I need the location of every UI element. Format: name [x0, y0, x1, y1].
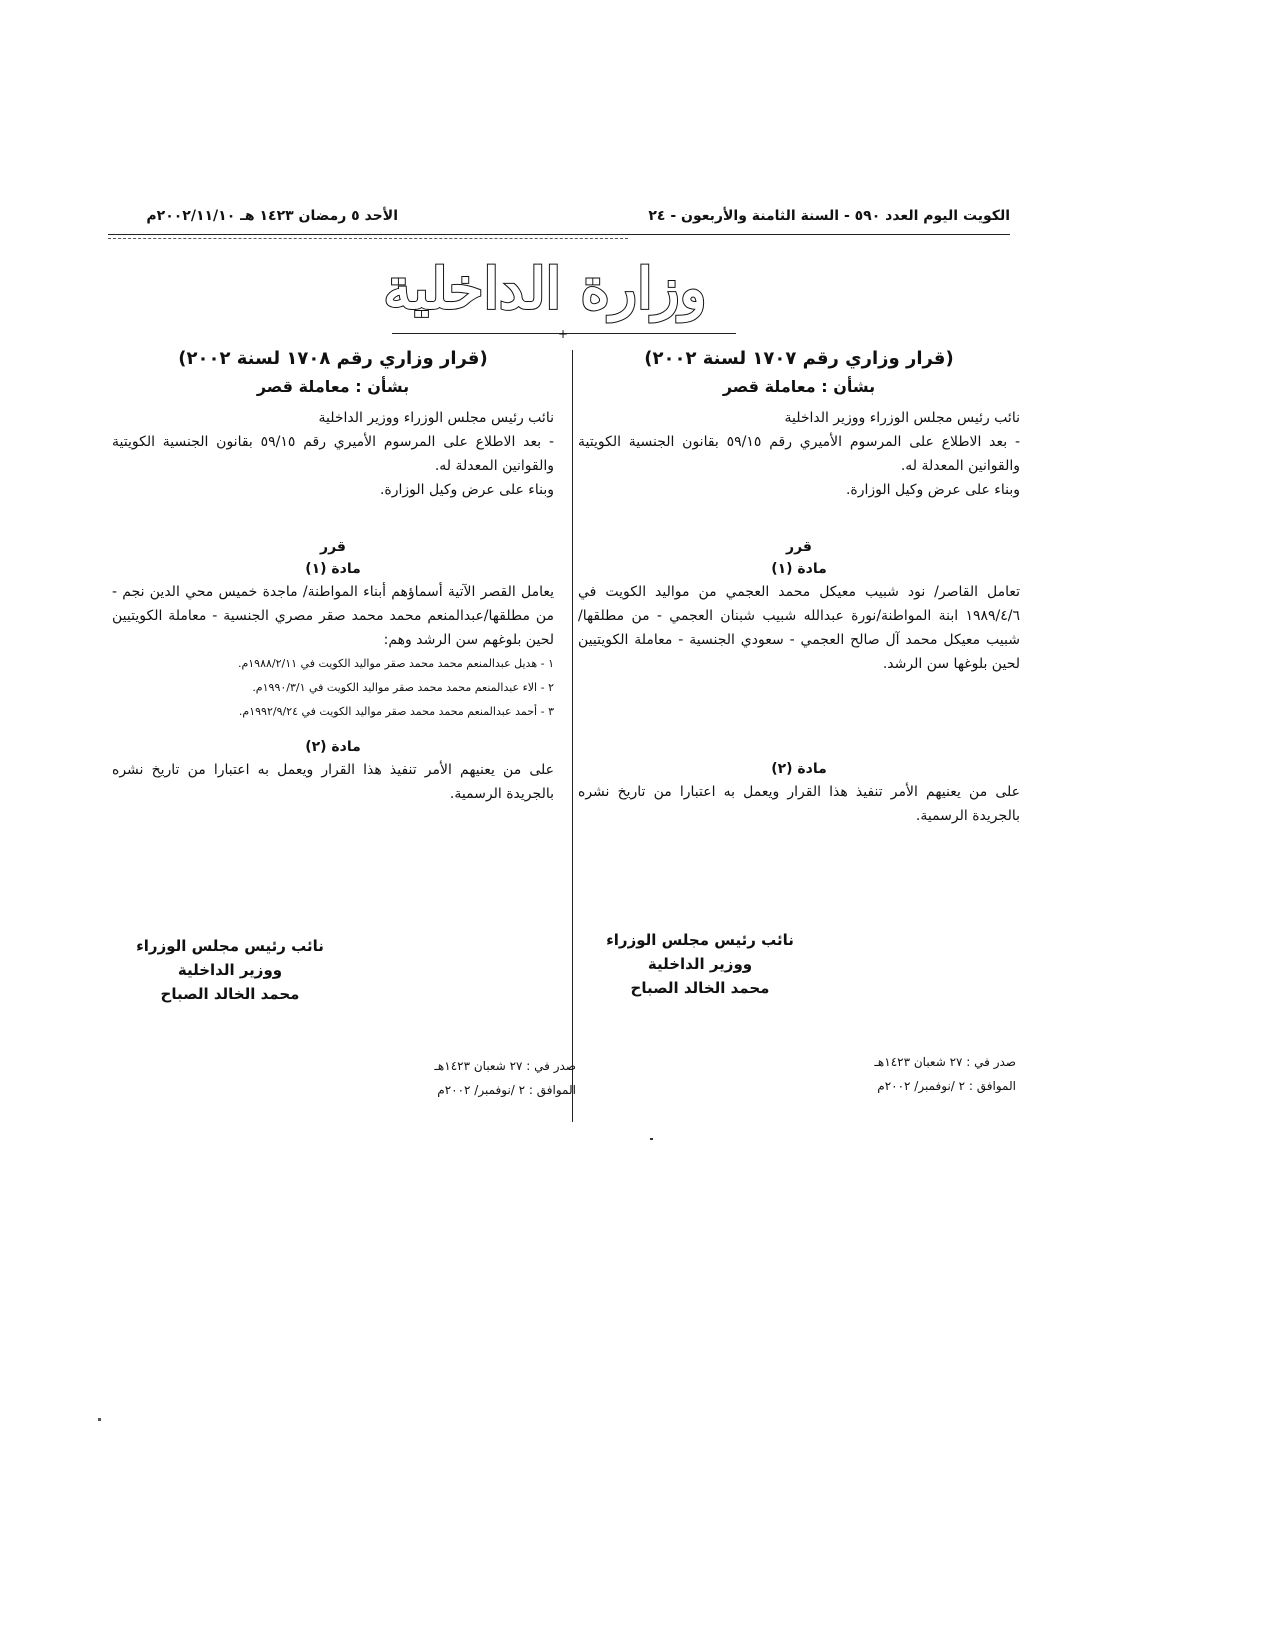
header-rule-dashed	[108, 238, 628, 239]
preamble-line: وبناء على عرض وكيل الوزارة.	[845, 482, 1020, 498]
decision-subject: بشأن : معاملة قصر	[722, 377, 876, 396]
signature-name: محمد الخالد الصباح	[160, 985, 300, 1003]
issued-hijri: صدر في : ٢٧ شعبان ١٤٢٣هـ	[874, 1055, 1016, 1069]
issued-gregorian: الموافق : ٢ /نوفمبر/ ٢٠٠٢م	[437, 1083, 576, 1097]
scan-speck	[650, 1138, 653, 1140]
minor-list-item: ٣ - أحمد عبدالمنعم محمد محمد صقر مواليد الكويت في ١٩٩٢/٩/٢٤م.	[238, 705, 554, 718]
decision-1707	[578, 348, 1020, 828]
signature-line: نائب رئيس مجلس الوزراء	[136, 937, 324, 955]
preamble-line: نائب رئيس مجلس الوزراء ووزير الداخلية	[318, 410, 554, 426]
decision-1708	[112, 348, 554, 806]
signature-line: نائب رئيس مجلس الوزراء	[606, 931, 794, 949]
signature-block	[130, 934, 330, 1006]
article-2-heading: مادة (٢)	[305, 739, 361, 755]
issued-gregorian: الموافق : ٢ /نوفمبر/ ٢٠٠٢م	[877, 1079, 1016, 1093]
article-1-text: يعامل القصر الآتية أسماؤهم أبناء المواطنة/ ماجدة خميس محي الدين نجم - من مطلقها/عبدالمنعم محمد محمد صقر مصري الجنسية - معاملة الكويتيين لحين بلوغهم سن الرشد وهم:	[112, 584, 554, 648]
issued-date-block	[780, 1050, 1016, 1098]
decision-title: (قرار وزاري رقم ١٧٠٨ لسنة ٢٠٠٢)	[178, 348, 488, 369]
article-1-heading: مادة (١)	[771, 561, 827, 577]
decided-heading: قرر	[320, 539, 346, 555]
column-divider	[572, 350, 573, 1122]
signature-name: محمد الخالد الصباح	[630, 979, 770, 997]
issued-hijri: صدر في : ٢٧ شعبان ١٤٢٣هـ	[434, 1059, 576, 1073]
signature-line: ووزير الداخلية	[177, 961, 283, 979]
decided-heading: قرر	[786, 539, 812, 555]
article-2-heading: مادة (٢)	[771, 761, 827, 777]
signature-line: ووزير الداخلية	[647, 955, 753, 973]
decision-subject: بشأن : معاملة قصر	[256, 377, 410, 396]
scan-speck	[98, 1418, 101, 1421]
article-1-heading: مادة (١)	[305, 561, 361, 577]
preamble-line: - بعد الاطلاع على المرسوم الأميري رقم ٥٩/١٥ بقانون الجنسية الكويتية والقوانين المعدلة له.	[112, 434, 554, 474]
header-date: الأحد ٥ رمضان ١٤٢٣ هـ ٢٠٠٢/١١/١٠م	[146, 208, 398, 224]
article-1-text: تعامل القاصر/ نود شبيب معيكل محمد العجمي من مواليد الكويت في ١٩٨٩/٤/٦ ابنة المواطنة/نورة عبدالله شبيب شبنان العجمي - من مطلقها/ شبيب معيكل محمد آل صالح العجمي - سعودي الجنسية - معاملة الكويتيين لحين بلوغها سن الرشد.	[578, 584, 1020, 672]
preamble-line: - بعد الاطلاع على المرسوم الأميري رقم ٥٩/١٥ بقانون الجنسية الكويتية والقوانين المعدلة له.	[578, 434, 1020, 474]
preamble-line: وبناء على عرض وكيل الوزارة.	[379, 482, 554, 498]
minor-list-item: ١ - هديل عبدالمنعم محمد محمد صقر مواليد الكويت في ١٩٨٨/٢/١١م.	[237, 657, 554, 670]
header-rule	[108, 234, 1010, 235]
ministry-title: وزارة الداخلية	[383, 256, 707, 322]
preamble-line: نائب رئيس مجلس الوزراء ووزير الداخلية	[784, 410, 1020, 426]
header-issue-info: الكويت اليوم العدد ٥٩٠ - السنة الثامنة والأربعون - ٢٤	[648, 208, 1010, 224]
article-2-text: على من يعنيهم الأمر تنفيذ هذا القرار ويعمل به اعتبارا من تاريخ نشره بالجريدة الرسمية.	[112, 762, 554, 802]
decision-title: (قرار وزاري رقم ١٧٠٧ لسنة ٢٠٠٢)	[644, 348, 954, 369]
issued-date-block	[340, 1054, 576, 1102]
signature-block	[600, 928, 800, 1000]
article-2-text: على من يعنيهم الأمر تنفيذ هذا القرار ويعمل به اعتبارا من تاريخ نشره بالجريدة الرسمية.	[578, 784, 1020, 824]
title-rule-mark: +	[558, 327, 569, 341]
minor-list-item: ٢ - الاء عبدالمنعم محمد محمد صقر مواليد الكويت في ١٩٩٠/٣/١م.	[252, 681, 554, 694]
